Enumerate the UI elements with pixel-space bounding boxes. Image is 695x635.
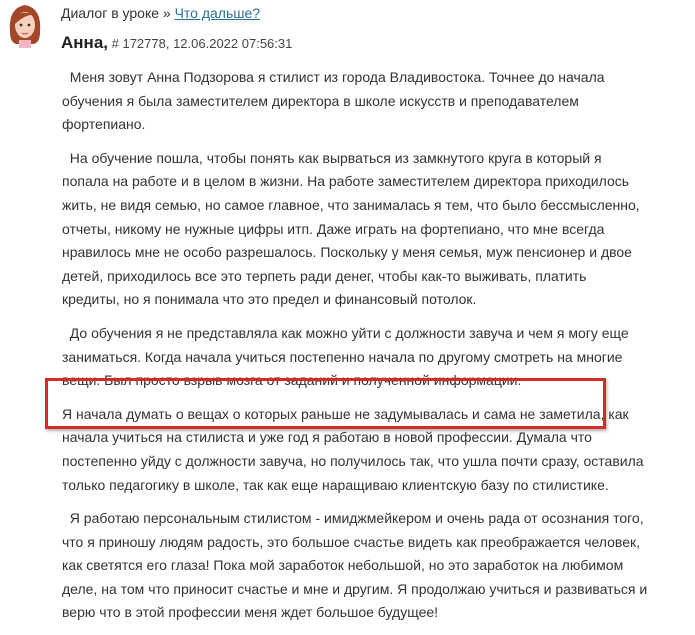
paragraph-line: Я начала думать о вещах о которых раньше не задумывалась и сама не заметила, как xyxy=(62,405,629,422)
paragraph-line: Я работаю персональным стилистом - имиджмейкером и очень рада от осознания того, xyxy=(62,510,644,527)
paragraph-line: заниматься. Когда начала учиться постепенно начала по другому смотреть на многие xyxy=(62,348,623,365)
paragraph-line: На обучение пошла, чтобы понять как вырваться из замкнутого круга в который я xyxy=(62,149,602,166)
paragraph-line: попала на работе и в целом в жизни. На работе заместителем директора приходилось xyxy=(62,173,630,190)
paragraph-line: верю что в этой профессии меня ждет большое будущее! xyxy=(62,604,439,621)
paragraph-line: Меня зовут Анна Подзорова я стилист из города Владивостока. Точнее до начала xyxy=(62,69,605,85)
breadcrumb-separator: » xyxy=(162,5,171,21)
paragraph-line: кредиты, но я понимала что это предел и финансовый потолок. xyxy=(62,291,477,308)
post-body xyxy=(62,66,687,635)
avatar xyxy=(6,2,44,48)
highlight-box xyxy=(45,378,606,429)
paragraph-line: нравилось мне не особо разрешалось. Поскольку у меня семья, муж пенсионер и двое xyxy=(62,244,632,261)
author-name: Анна, xyxy=(61,33,108,52)
paragraph xyxy=(62,147,687,312)
paragraph-line: что я приношу людям радость, это большое счастье видеть как преображается человек, xyxy=(62,533,640,550)
paragraph-line: жить, не видя семью, но самое главное, что занималась я тем, что было бессмысленно, xyxy=(62,196,640,213)
paragraph xyxy=(62,507,687,625)
paragraph xyxy=(62,66,687,137)
post-meta: # 172778, 12.06.2022 07:56:31 xyxy=(111,36,293,51)
breadcrumb xyxy=(61,5,260,21)
breadcrumb-prefix: Диалог в уроке xyxy=(61,5,160,21)
paragraph-line: постепенно уйду с должности завуча, но получилось так, что ушла почти сразу, оставила xyxy=(62,452,644,469)
paragraph-line: отчеты, никому не нужные цифры итп. Даже играть на фортепиано, что мне всегда xyxy=(62,220,605,237)
paragraph-line: начала учиться на стилиста и уже год я работаю в новой профессии. Думала что xyxy=(62,429,592,446)
paragraph-line: вещи. Был просто взрыв мозга от заданий и полученной информации. xyxy=(62,372,522,389)
paragraph-line: как светятся его глаза! Пока мой заработок небольшой, но это заработок на любимом xyxy=(62,557,624,574)
paragraph-line: деле, на том что приносит счастье и мне и другим. Я продолжаю учиться и развиваться и xyxy=(62,580,648,597)
post-header xyxy=(61,33,292,53)
paragraph-line: До обучения я не представляла как можно уйти с должности завуча и чем я могу еще xyxy=(62,324,629,341)
paragraph-line: обучения я была заместителем директора в школе искусств и преподавателем xyxy=(62,92,579,109)
paragraph-line: фортепиано. xyxy=(62,116,146,133)
breadcrumb-link[interactable]: Что дальше? xyxy=(174,5,261,21)
paragraph-line: детей, приходилось все это терпеть ради денег, чтобы как-то выживать, платить xyxy=(62,267,587,284)
paragraph-line: только педагогику в школе, так как еще наращиваю клиентскую базу по стилистике. xyxy=(62,476,609,493)
